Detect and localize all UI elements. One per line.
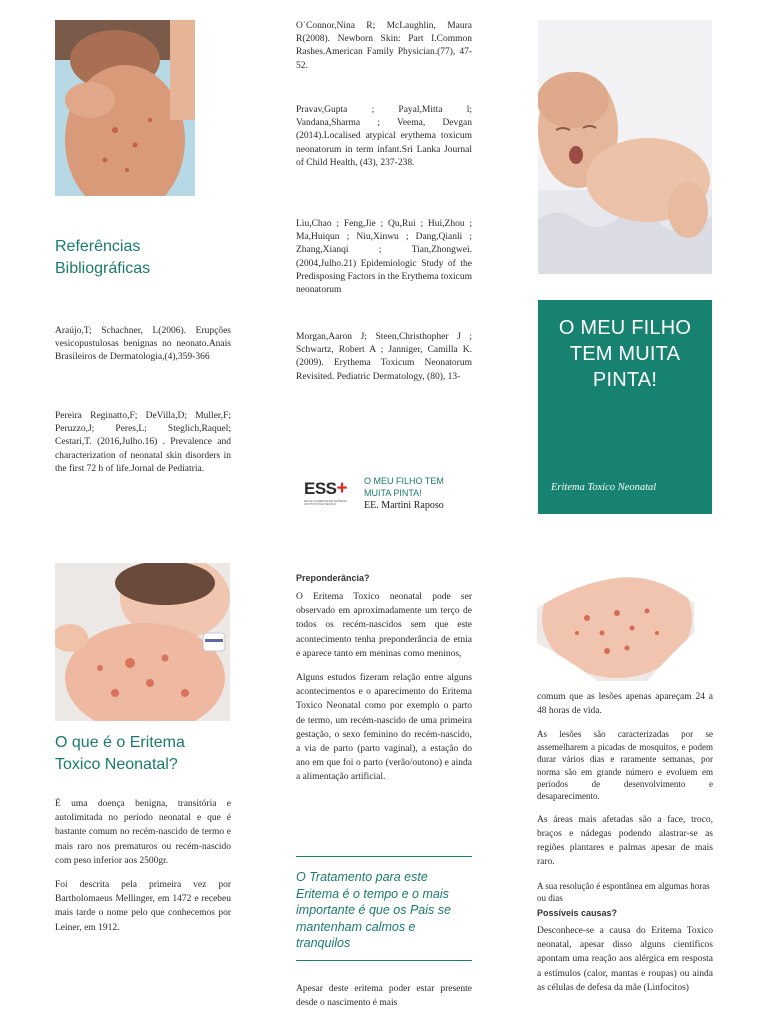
cover-panel	[538, 300, 712, 514]
quote-rule-top	[296, 856, 472, 857]
cover-title-line: O MEU FILHO	[558, 317, 692, 339]
paragraph: A sua resolução é espontânea em algumas horas ou dias	[537, 880, 710, 904]
reference-text: Morgan,Aaron J; Steen,Christhopher J ; Schwartz, Robert A ; Janniger, Camilla K.(2009). Erythema Toxicum Neonatorum Revisited. Pediatric Dermatology, (80), 13-	[296, 332, 472, 382]
treatment-quote: O Tratamento para este Eritema é o tempo e o mais importante é que os Pais se mantenham calmos e tranquilos	[296, 870, 451, 950]
references-heading	[55, 236, 235, 280]
footer-title-line: MUITA PINTA!	[364, 488, 422, 498]
logo-small-text: ESCOLA SUPERIOR DE SAÚDE DO INSTITUTO POLITÉCNICO	[304, 500, 348, 506]
paragraph: É uma doença benigna, transitória e autolimitada no período neonatal e que é bastante comum no recém-nascido de termo e mais raro nos prematuros ou recém-nascido com peso inferior aos 2500gr.	[55, 799, 231, 866]
lesions-text	[537, 690, 713, 914]
cover-subtitle: Eritema Toxico Neonatal	[551, 482, 657, 493]
quote-rule-bottom	[296, 960, 472, 961]
logo-text: ESS	[304, 479, 337, 498]
paragraph: Alguns estudos fizeram relação entre alguns acontecimentos e o aparecimento do Eritema Toxico Neonatal como por exemplo o parto de termo, um recém-nascido de uma primeira gestação, o sexo feminino do recém-nascido, a via de parto (parto vaginal), a estação do ano em que foi o parto (verão/outono) e ainda a alimentação artificial.	[296, 673, 472, 783]
paragraph: As áreas mais afetadas são a face, troco, braços e nádegas podendo alastrar-se as regiões plantares e palmas apesar de mais raro.	[537, 814, 713, 868]
reference-entry	[55, 410, 231, 476]
paragraph: As lesões são caracterizadas por se assemelharem a picadas de mosquitos, e podem durar vários dias e raramente semanas, por norma são em grande número e evoluem em períodos de desenvolvimento e desaparecimento.	[537, 729, 713, 802]
footer-title-line: O MEU FILHO TEM	[364, 476, 444, 486]
what-is-heading	[55, 732, 245, 776]
preponderance-text	[296, 590, 472, 795]
school-logo: ESS+ ESCOLA SUPERIOR DE SAÚDE DO INSTITUTO POLITÉCNICO	[304, 478, 354, 514]
reference-entry	[296, 331, 472, 385]
heading-line: Bibliográficas	[55, 260, 151, 277]
reference-entry	[296, 20, 472, 73]
paragraph: comum que as lesões apenas apareçam 24 a 48 horas de vida.	[537, 692, 713, 717]
reference-text: O´Connor,Nina R; McLaughlin, Maura R(2008). Newborn Skin: Part I.Common Rashes.American Family Physician.(77), 47-52.	[296, 21, 472, 71]
footer-title	[364, 475, 444, 499]
baby-torso-photo	[55, 20, 195, 196]
newborn-rash-photo	[55, 563, 230, 721]
preponderance-subhead: Preponderância?	[296, 573, 370, 583]
reference-text: Liu,Chao ; Feng,Jie ; Qu,Rui ; Hui,Zhou ; Ma,Huiqun ; Niu,Xinwu ; Dang,Qianli ; Zhang,Xianqi ; Tian,Zhongwei. (2004,Julho.21) Epidemiologic Study of the Predisposing Factors in the Erythema toxicum neonatorum	[296, 219, 472, 296]
cover-title-line: PINTA!	[592, 369, 658, 391]
paragraph: O Eritema Toxico neonatal pode ser observado em aproximadamente um terço de todos os recém-nascidos sem que este acontecimento tenha preponderância de etnia e aparece tanto em meninas como meninos,	[296, 592, 472, 659]
baby-sleeping-photo	[538, 20, 712, 274]
heading-line: Referências	[55, 238, 141, 255]
heading-line: Toxico Neonatal?	[55, 756, 178, 773]
heading-line: O que é o Eritema	[55, 734, 185, 751]
reference-text: Pereira Reginatto,F; DeVilla,D; Muller,F; Peruzzo,J; Peres,L; Steglich,Raquel; Cestari,T. (2016,Julho.16) . Prevalence and characterization of neonatal skin disorders in the first 72 h of life.Jornal de Pediatria.	[55, 411, 231, 474]
footer-author: EE. Martini Raposo	[364, 500, 444, 511]
definition-text	[55, 797, 231, 945]
cover-title-line: TEM MUITA	[569, 343, 681, 365]
cover-title	[538, 315, 712, 393]
reference-text: Pravav,Gupta ; Payal,Mitta l; Vandana,Sharma ; Veema, Devgan (2014).Localised atypical erythema toxicum neonatorum in term infant.Sri Lanka Journal of Child Health, (43), 237-238.	[296, 105, 472, 168]
reference-entry	[296, 218, 472, 297]
causes-text: Desconhece-se a causa do Eritema Toxico neonatal, apesar disso alguns científicos apontam uma reação aos alérgica em resposta a estímulos (calor, mantas e roupas) ou ainda as células de defesa da mãe (Linfocitos)	[537, 926, 713, 993]
neck-rash-photo	[537, 563, 694, 681]
reference-text: Araújo,T; Schachner, L(2006). Erupções vesicopustulosas benignas no neonato.Anais Brasileiros de Dermatologia,(4),359-366	[55, 326, 231, 363]
reference-entry	[296, 104, 472, 170]
causes-subhead: Possíveis causas?	[537, 908, 618, 918]
paragraph: Foi descrita pela primeira vez por Bartholomaeus Mellinger, em 1472 e recebeu mais tarde o nome pelo que conhecemos por Leiner, em 1912.	[55, 880, 231, 933]
reference-entry	[55, 325, 231, 365]
continuation-text: Apesar deste eritema poder estar presente desde o nascimento é mais	[296, 984, 472, 1009]
